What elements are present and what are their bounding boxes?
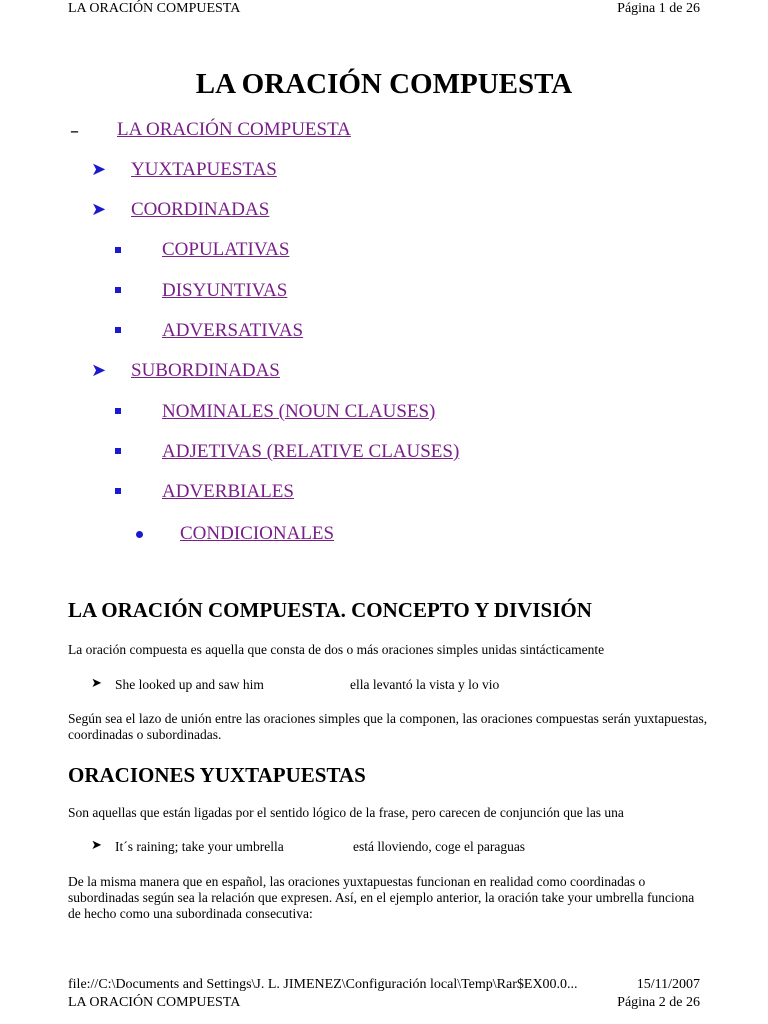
toc-link-adjetivas[interactable]: ADJETIVAS (RELATIVE CLAUSES): [162, 441, 460, 462]
square-bullet-icon: [115, 287, 121, 293]
paragraph-yuxtapuestas-body: De la misma manera que en español, las oraciones yuxtapuestas funcionan en realidad como coordinadas o subordinadas según sea la relación que expresen. Así, en el ejemplo anterior, la oración take your umbrella funciona de hecho como una subordinada consecutiva:: [68, 874, 695, 921]
toc-link-copulativas[interactable]: COPULATIVAS: [162, 239, 290, 260]
example-english: It´s raining; take your umbrella: [115, 839, 284, 854]
arrow-bullet-icon: ➤: [91, 838, 102, 853]
arrow-bullet-icon: ➤: [91, 360, 107, 381]
arrow-bullet-icon: ➤: [91, 159, 107, 180]
document-title: LA ORACIÓN COMPUESTA: [195, 68, 573, 100]
footer-date: 15/11/2007: [636, 977, 700, 992]
header-page-number: Página 1 de 26: [617, 1, 700, 16]
footer-file-path: file://C:\Documents and Settings\J. L. JIMENEZ\Configuración local\Temp\Rar$EX00.0...: [68, 977, 578, 992]
arrow-bullet-icon: ➤: [91, 199, 107, 220]
arrow-bullet-icon: ➤: [91, 676, 102, 691]
toc-link-yuxtapuestas[interactable]: YUXTAPUESTAS: [131, 159, 277, 180]
toc-link-condicionales[interactable]: CONDICIONALES: [180, 523, 335, 544]
paragraph-intro: La oración compuesta es aquella que consta de dos o más oraciones simples unidas sintácticamente: [68, 642, 605, 657]
toc-item-adverbiales: [162, 481, 294, 503]
toc-link-adversativas[interactable]: ADVERSATIVAS: [162, 320, 304, 341]
toc-item-condicionales: [180, 523, 334, 545]
toc-link-adverbiales[interactable]: ADVERBIALES: [162, 481, 294, 502]
section-heading-concepto: LA ORACIÓN COMPUESTA. CONCEPTO Y DIVISIÓN: [68, 598, 592, 622]
toc-item-oracion-compuesta: [117, 119, 351, 141]
toc-link-oracion-compuesta[interactable]: LA ORACIÓN COMPUESTA: [117, 119, 351, 140]
header-title: LA ORACIÓN COMPUESTA: [68, 1, 241, 16]
toc-link-coordinadas[interactable]: COORDINADAS: [131, 199, 270, 220]
example-english: She looked up and saw him: [115, 677, 264, 692]
example-spanish: ella levantó la vista y lo vio: [350, 677, 500, 692]
toc-item-coordinadas: [131, 199, 269, 221]
square-bullet-icon: [115, 448, 121, 454]
round-bullet-icon: [136, 531, 143, 538]
next-page-number: Página 2 de 26: [617, 995, 700, 1010]
square-bullet-icon: [115, 247, 121, 253]
paragraph-division: Según sea el lazo de unión entre las oraciones simples que la componen, las oraciones compuestas serán yuxtapuestas, coordinadas o subordinadas.: [68, 711, 708, 742]
square-bullet-icon: [115, 408, 121, 414]
toc-item-disyuntivas: [162, 280, 287, 302]
paragraph-yuxtapuestas-intro: Son aquellas que están ligadas por el sentido lógico de la frase, pero carecen de conjunción que las una: [68, 805, 624, 820]
toc-link-subordinadas[interactable]: SUBORDINADAS: [131, 360, 280, 381]
toc-item-yuxtapuestas: [131, 159, 277, 181]
toc-link-nominales[interactable]: NOMINALES (NOUN CLAUSES): [162, 401, 436, 422]
toc-item-nominales: [162, 401, 435, 423]
square-bullet-icon: [115, 327, 121, 333]
toc-item-copulativas: [162, 239, 289, 261]
toc-item-adjetivas: [162, 441, 459, 463]
section-heading-yuxtapuestas: ORACIONES YUXTAPUESTAS: [68, 763, 366, 787]
toc-item-adversativas: [162, 320, 303, 342]
toc-item-subordinadas: [131, 360, 280, 382]
example-spanish: está lloviendo, coge el paraguas: [353, 839, 526, 854]
toc-link-disyuntivas[interactable]: DISYUNTIVAS: [162, 280, 288, 301]
dash-bullet-icon: –: [70, 121, 79, 142]
page-footer: [68, 977, 700, 993]
next-page-header-title: LA ORACIÓN COMPUESTA: [68, 995, 241, 1010]
square-bullet-icon: [115, 488, 121, 494]
